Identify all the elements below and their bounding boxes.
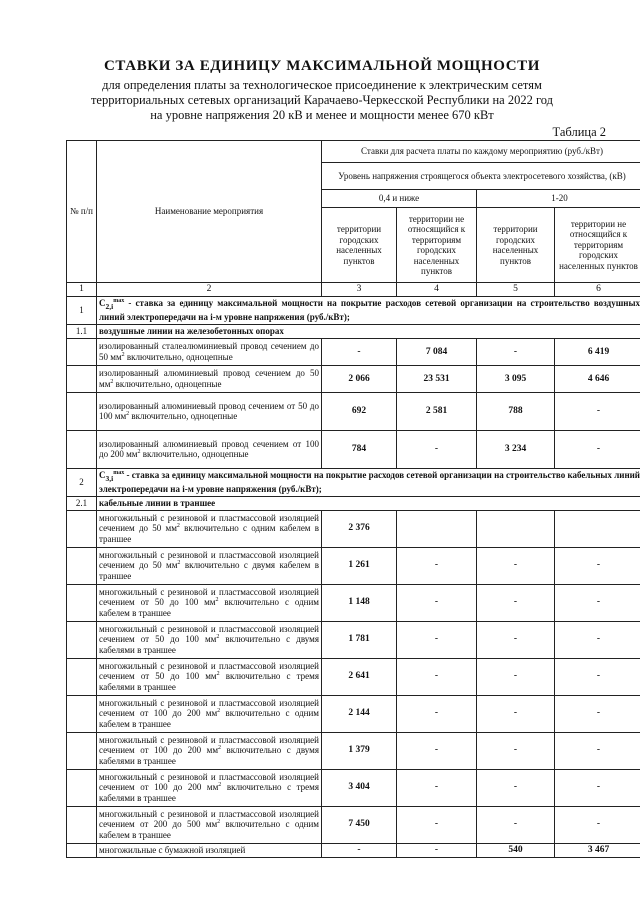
table-row: [67, 695, 640, 732]
index-cell: 1: [67, 283, 97, 297]
desc-text: многожильный с резиновой и пластмассовой изоляцией сечением до 50 мм: [99, 512, 319, 534]
header-urban-high: территории городских населенных пунктов: [477, 208, 555, 283]
value-cell: -: [477, 658, 555, 695]
index-cell: 2: [97, 283, 322, 297]
desc-text: изолированный алюминиевый провод сечением до 50 мм: [99, 368, 319, 389]
row-number: [67, 769, 97, 806]
table-row: [67, 584, 640, 621]
value-cell: 2 376: [322, 510, 397, 547]
desc-sup: 2: [217, 819, 221, 826]
desc-text-end: включительно, одноцепные: [140, 449, 249, 460]
document-title: СТАВКИ ЗА ЕДИНИЦУ МАКСИМАЛЬНОЙ МОЩНОСТИ: [103, 58, 541, 74]
desc-text-end: включительно с двумя кабелями в траншее: [99, 634, 319, 655]
desc-text-end: включительно с одним кабелем в траншее: [99, 708, 319, 729]
index-row: [67, 283, 640, 297]
row-number: [67, 621, 97, 658]
desc-text-end: включительно с одним кабелем в траншее: [99, 819, 319, 840]
value-cell: 2 066: [322, 365, 397, 392]
value-cell: -: [477, 584, 555, 621]
value-cell: [397, 510, 477, 547]
row-number: [67, 547, 97, 584]
table-row: [67, 732, 640, 769]
value-cell: -: [555, 584, 640, 621]
value-cell: 3 234: [477, 430, 555, 468]
table-row: [67, 769, 640, 806]
rate-symbol: C: [99, 298, 106, 308]
table-row: [67, 392, 640, 430]
row-number: [67, 430, 97, 468]
row-number: [67, 338, 97, 365]
value-cell: 3 467: [555, 843, 640, 857]
value-cell: -: [555, 732, 640, 769]
rate-symbol-sub: 3,i: [105, 473, 114, 483]
value-cell: -: [477, 547, 555, 584]
value-cell: 784: [322, 430, 397, 468]
desc-text-end: включительно с одним кабелем в траншее: [99, 523, 319, 544]
desc-sup: 2: [217, 708, 221, 715]
value-cell: -: [397, 658, 477, 695]
desc-sup: 2: [218, 782, 222, 789]
section-number: 2: [67, 468, 97, 496]
value-cell: -: [397, 547, 477, 584]
row-description: [97, 547, 322, 584]
desc-text-end: включительно с тремя кабелями в траншее: [99, 671, 319, 692]
row-number: [67, 392, 97, 430]
value-cell: 1 261: [322, 547, 397, 584]
value-cell: -: [477, 732, 555, 769]
value-cell: 7 450: [322, 806, 397, 843]
header-urban-low: территории городских населенных пунктов: [322, 208, 397, 283]
row-description: [97, 365, 322, 392]
desc-text-end: включительно с одним кабелем в траншее: [99, 597, 319, 618]
desc-sup: 2: [216, 634, 220, 641]
row-description: [97, 658, 322, 695]
row-number: [67, 843, 97, 857]
index-cell: 4: [397, 283, 477, 297]
value-cell: -: [397, 843, 477, 857]
header-rural-high: территории не относящийся к территориям городских населенных пунктов: [555, 208, 640, 283]
subtitle-line-3: на уровне напряжения 20 кВ и менее и мощности менее 670 кВт: [150, 108, 494, 122]
rates-table: [66, 140, 640, 858]
table-row: [67, 430, 640, 468]
rate-symbol-sub: 2,i: [105, 301, 114, 311]
desc-sup: 2: [177, 560, 181, 567]
desc-sup: 2: [137, 449, 141, 456]
value-cell: -: [397, 430, 477, 468]
value-cell: -: [555, 658, 640, 695]
table-row: [67, 658, 640, 695]
table-row: [67, 843, 640, 857]
desc-sup: 2: [110, 378, 114, 385]
desc-text-end: включительно, одноцепные: [113, 378, 222, 389]
desc-text: многожильный с резиновой и пластмассовой изоляцией сечением от 100 до 200 мм: [99, 771, 319, 793]
table-row: [67, 806, 640, 843]
value-cell: 2 144: [322, 695, 397, 732]
value-cell: 4 646: [555, 365, 640, 392]
row-number: [67, 658, 97, 695]
value-cell: [555, 510, 640, 547]
header-no: № п/п: [67, 141, 97, 283]
desc-text: многожильный с резиновой и пластмассовой изоляцией сечением до 50 мм: [99, 549, 319, 571]
subsection-number: 1.1: [67, 324, 97, 338]
desc-text: изолированный алюминиевый провод сечением от 100 до 200 мм: [99, 438, 319, 460]
value-cell: -: [477, 806, 555, 843]
section-text: - ставка за единицу максимальной мощности на покрытие расходов сетевой организации на строительство кабельных линий электропередачи на i-м уровне напряжения (руб./кВт);: [99, 469, 640, 495]
subsection-title: воздушные линии на железобетонных опорах: [97, 324, 640, 338]
row-number: [67, 695, 97, 732]
row-description: [97, 695, 322, 732]
desc-text-end: включительно с двумя кабелями в траншее: [99, 745, 319, 766]
desc-text-end: включительно с тремя кабелями в траншее: [99, 782, 319, 803]
desc-text: многожильный с резиновой и пластмассовой изоляцией сечением от 50 до 100 мм: [99, 586, 319, 608]
section-row: [67, 468, 640, 496]
subtitle-line-1: для определения платы за технологическое присоединение к электрическим сетям: [102, 78, 542, 92]
table-row: [67, 547, 640, 584]
row-number: [67, 365, 97, 392]
row-description: [97, 392, 322, 430]
row-description: [97, 338, 322, 365]
header-voltage-high: 1-20: [477, 190, 640, 208]
value-cell: -: [477, 338, 555, 365]
row-number: [67, 584, 97, 621]
value-cell: 540: [477, 843, 555, 857]
value-cell: -: [397, 584, 477, 621]
value-cell: -: [397, 769, 477, 806]
subsection-number: 2.1: [67, 496, 97, 510]
value-cell: -: [322, 843, 397, 857]
value-cell: 788: [477, 392, 555, 430]
value-cell: -: [477, 621, 555, 658]
value-cell: 6 419: [555, 338, 640, 365]
value-cell: -: [555, 769, 640, 806]
desc-text: многожильный с резиновой и пластмассовой изоляцией сечением от 50 до 100 мм: [99, 623, 319, 645]
subsection-title: кабельные линии в траншее: [97, 496, 640, 510]
value-cell: -: [555, 392, 640, 430]
desc-sup: 2: [121, 351, 125, 358]
rate-symbol: C: [99, 469, 106, 480]
value-cell: 2 581: [397, 392, 477, 430]
value-cell: -: [397, 621, 477, 658]
desc-sup: 2: [176, 523, 180, 530]
section-number: 1: [67, 297, 97, 325]
index-cell: 5: [477, 283, 555, 297]
subtitle-line-2: территориальных сетевых организаций Карачаево-Черкесской Республики на 2022 год: [90, 93, 554, 107]
desc-text-end: включительно с двумя кабелем в траншее: [99, 560, 319, 581]
row-description: [97, 584, 322, 621]
table-number: Таблица 2: [552, 125, 606, 139]
desc-sup: 2: [126, 411, 130, 418]
row-description: многожильные с бумажной изоляцией: [97, 843, 322, 857]
value-cell: 1 781: [322, 621, 397, 658]
value-cell: -: [555, 621, 640, 658]
desc-text: многожильный с резиновой и пластмассовой изоляцией сечением от 100 до 200 мм: [99, 697, 319, 719]
desc-text: изолированный сталеалюминиевый провод сечением до 50 мм: [99, 341, 319, 362]
table-row: [67, 338, 640, 365]
index-cell: 6: [555, 283, 640, 297]
value-cell: -: [555, 806, 640, 843]
header-voltage-low: 0,4 и ниже: [322, 190, 477, 208]
row-description: [97, 806, 322, 843]
value-cell: -: [477, 769, 555, 806]
value-cell: -: [555, 547, 640, 584]
value-cell: -: [555, 430, 640, 468]
value-cell: -: [397, 732, 477, 769]
desc-text-end: включительно, одноцепные: [124, 351, 233, 362]
desc-text: многожильный с резиновой и пластмассовой изоляцией сечением от 50 до 100 мм: [99, 660, 319, 682]
value-cell: -: [322, 338, 397, 365]
section-title: [97, 297, 640, 325]
value-cell: 7 084: [397, 338, 477, 365]
desc-sup: 2: [216, 671, 220, 678]
row-number: [67, 732, 97, 769]
table-row: [67, 365, 640, 392]
desc-text: изолированный алюминиевый провод сечением от 50 до 100 мм: [99, 400, 319, 422]
value-cell: 1 379: [322, 732, 397, 769]
header-name: Наименование мероприятия: [97, 141, 322, 283]
value-cell: -: [477, 695, 555, 732]
subsection-row: [67, 496, 640, 510]
desc-sup: 2: [218, 745, 222, 752]
desc-text: многожильный с резиновой и пластмассовой изоляцией сечением от 200 до 500 мм: [99, 808, 319, 830]
value-cell: -: [555, 695, 640, 732]
value-cell: 3 404: [322, 769, 397, 806]
value-cell: 692: [322, 392, 397, 430]
table-row: [67, 510, 640, 547]
row-description: [97, 430, 322, 468]
rate-symbol-sup: max: [113, 469, 125, 476]
row-description: [97, 510, 322, 547]
value-cell: [477, 510, 555, 547]
header-rural-low: территории не относящийся к территориям городских населенных пунктов: [397, 208, 477, 283]
row-description: [97, 732, 322, 769]
row-number: [67, 806, 97, 843]
header-voltage: Уровень напряжения строящегося объекта электросетевого хозяйства, (кВ): [322, 163, 640, 190]
row-description: [97, 769, 322, 806]
section-title: [97, 468, 640, 496]
desc-text-end: включительно, одноцепные: [129, 411, 238, 422]
value-cell: -: [397, 695, 477, 732]
subsection-row: [67, 324, 640, 338]
header-rates: Ставки для расчета платы по каждому мероприятию (руб./кВт): [322, 141, 640, 163]
value-cell: -: [397, 806, 477, 843]
table-row: [67, 621, 640, 658]
desc-sup: 2: [215, 597, 219, 604]
value-cell: 23 531: [397, 365, 477, 392]
row-number: [67, 510, 97, 547]
rate-symbol-sup: max: [113, 298, 125, 304]
row-description: [97, 621, 322, 658]
desc-text: многожильный с резиновой и пластмассовой изоляцией сечением от 100 до 200 мм: [99, 734, 319, 756]
value-cell: 3 095: [477, 365, 555, 392]
value-cell: 2 641: [322, 658, 397, 695]
section-row: [67, 297, 640, 325]
value-cell: 1 148: [322, 584, 397, 621]
section-text: - ставка за единицу максимальной мощности на покрытие расходов сетевой организации на строительство воздушных линий электропередачи на i-м уровне напряжения (руб./кВт);: [99, 298, 640, 323]
index-cell: 3: [322, 283, 397, 297]
